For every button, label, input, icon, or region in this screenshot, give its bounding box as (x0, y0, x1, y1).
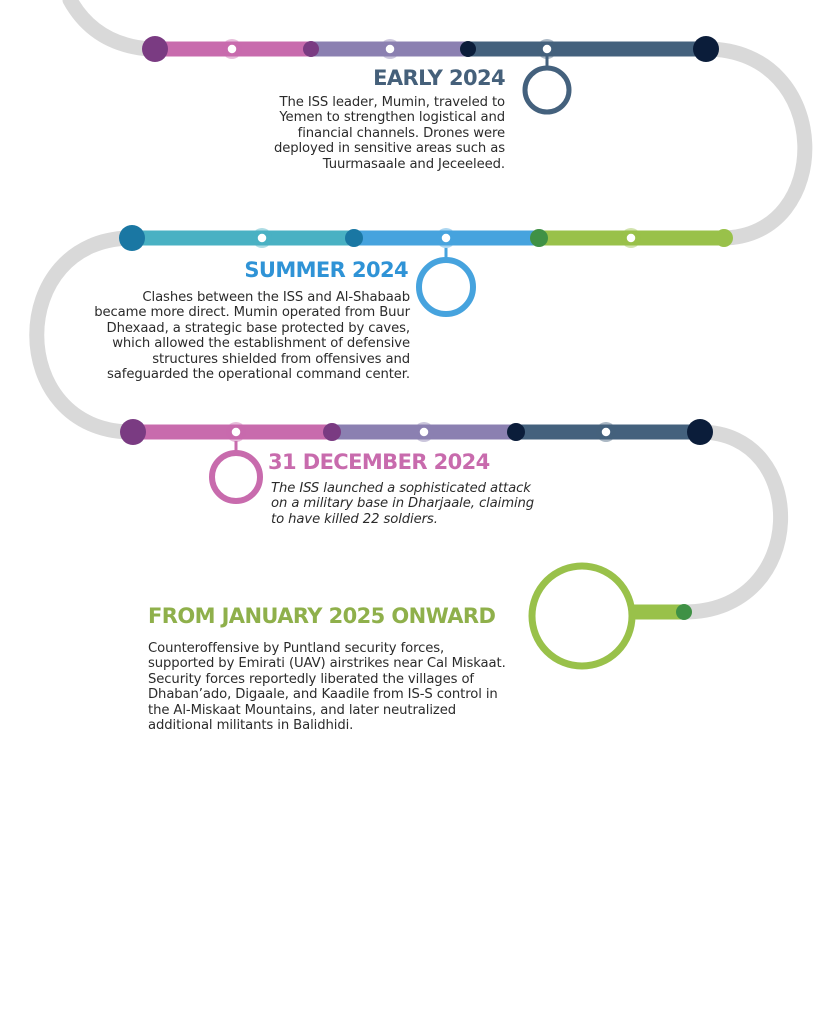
milestone-title-january-2025-onward: FROM JANUARY 2025 ONWARD (148, 604, 496, 628)
milestone-ring (419, 260, 473, 314)
track-curve (70, 0, 150, 49)
milestone-ring (532, 566, 632, 666)
description-line: Security forces reportedly liberated the villages of (148, 671, 474, 687)
timeline-joint-dot (530, 229, 548, 247)
marker-dot (231, 427, 241, 437)
marker-dot (626, 233, 636, 243)
description-line: which allowed the establishment of defensive (112, 336, 410, 352)
description-line: deployed in sensitive areas such as (273, 141, 505, 157)
timeline-joint-dot (345, 229, 363, 247)
timeline-joint-dot (120, 419, 146, 445)
milestone-description-early-2024 (274, 95, 505, 172)
description-line: Yemen to strengthen logistical and (279, 110, 505, 126)
description-line: safeguarded the operational command center. (107, 367, 410, 383)
description-line: The ISS launched a sophisticated attack (271, 481, 531, 496)
description-line: on a military base in Dharjaale, claiming (271, 496, 535, 512)
milestone-description-31-december-2024 (271, 481, 534, 527)
timeline-joint-dot (715, 229, 733, 247)
description-line: additional militants in Balidhidi. (148, 718, 354, 734)
description-line: Tuurmasaale and Jeceeleed. (322, 156, 505, 172)
timeline-joint-dot (323, 423, 341, 441)
description-line: Clashes between the ISS and Al-Shabaab (142, 290, 410, 305)
track-curve (706, 49, 805, 238)
timeline-joint-dot (676, 604, 692, 620)
timeline-joint-dot (460, 41, 476, 57)
marker-dot (257, 233, 267, 243)
description-line: became more direct. Mumin operated from Buur (94, 305, 410, 321)
milestone-title-31-december-2024: 31 DECEMBER 2024 (268, 450, 490, 474)
timeline-joint-dot (507, 423, 525, 441)
marker-dot (542, 44, 552, 54)
description-line: The ISS leader, Mumin, traveled to (279, 95, 505, 110)
description-line: Dhexaad, a strategic base protected by caves, (106, 320, 410, 336)
timeline-joint-dot (693, 36, 719, 62)
description-line: to have killed 22 soldiers. (271, 511, 438, 527)
track-curve (684, 432, 781, 612)
description-line: supported by Emirati (UAV) airstrikes near Cal Miskaat. (148, 656, 506, 672)
marker-dot (419, 427, 429, 437)
marker-dot (227, 44, 237, 54)
description-line: Dhaban’ado, Digaale, and Kaadile from IS-S control in (148, 687, 498, 703)
timeline-joint-dot (142, 36, 168, 62)
description-line: Counteroffensive by Puntland security forces, (148, 641, 445, 656)
milestone-description-summer-2024 (94, 290, 410, 382)
timeline-joint-dot (687, 419, 713, 445)
milestone-ring (212, 453, 260, 501)
description-line: the Al-Miskaat Mountains, and later neutralized (148, 702, 456, 718)
milestone-title-early-2024: EARLY 2024 (373, 66, 505, 90)
timeline-joint-dot (119, 225, 145, 251)
milestone-ring (525, 68, 569, 112)
marker-dot (601, 427, 611, 437)
description-line: structures shielded from offensives and (152, 351, 410, 367)
milestone-title-summer-2024: SUMMER 2024 (244, 258, 408, 282)
marker-dot (441, 233, 451, 243)
milestone-description-january-2025-onward (148, 641, 506, 733)
description-line: financial channels. Drones were (297, 125, 505, 141)
timeline-joint-dot (303, 41, 319, 57)
marker-dot (385, 44, 395, 54)
